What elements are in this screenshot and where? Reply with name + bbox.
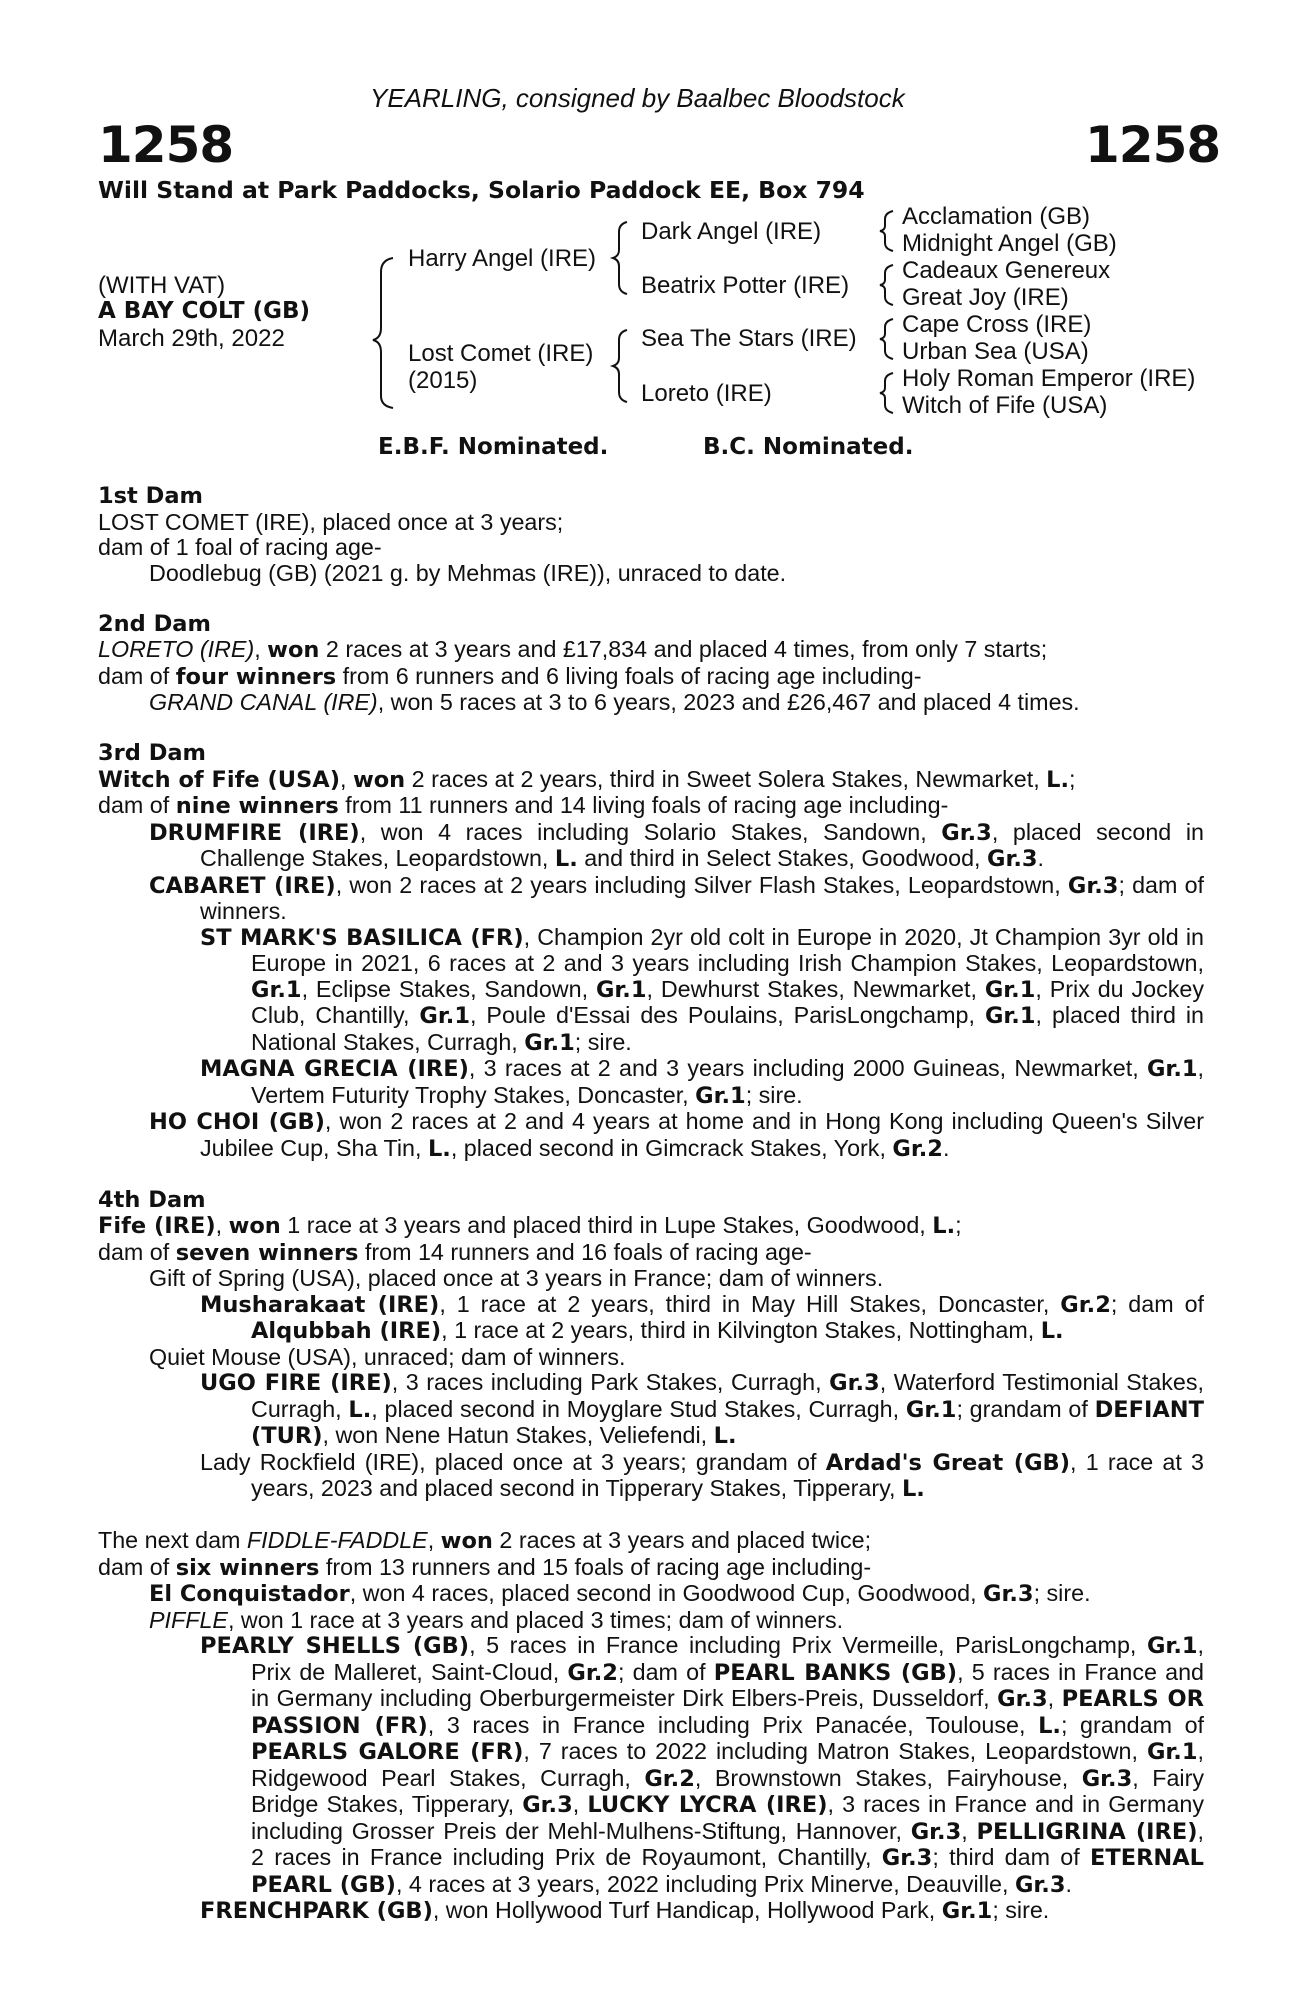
dam-sire: Sea The Stars (IRE) (641, 325, 857, 352)
dam1-produce: dam of 1 foal of racing age- (98, 534, 382, 560)
pedigree-braces (0, 0, 1314, 450)
lot-number-left: 1258 (98, 116, 234, 174)
dam3-line: Witch of Fife (USA), won 2 races at 2 years, third in Sweet Solera Stakes, Newmarket, L.; (98, 765, 1076, 793)
dam4-quiet-mouse: Quiet Mouse (USA), unraced; dam of winners. (149, 1343, 626, 1370)
dam-year: (2015) (408, 367, 478, 394)
ped-sss: Acclamation (GB) (902, 203, 1091, 230)
ped-ssd: Midnight Angel (GB) (902, 230, 1117, 257)
dam2-produce: dam of four winners from 6 runners and 6 living foals of racing age including- (98, 662, 922, 690)
dam3-st-marks-basilica: ST MARK'S BASILICA (FR), Champion 2yr old colt in Europe in 2020, Jt Champion 3yr old in Europe in 2021, 6 races at 2 and 3 years including Irish Champion Stakes, Leopardstown, Gr.1, Eclipse Stakes, Sandown, Gr.1, Dewhurst Stakes, Newmarket, Gr.1, Prix du Jockey Club, Chantilly, Gr.1, Poule d'Essai des Poulains, ParisLongchamp, Gr.1, placed third in National Stakes, Curragh, Gr.1; sire. (200, 923, 1205, 1056)
ped-dds: Holy Roman Emperor (IRE) (902, 365, 1196, 392)
dam3-drumfire: DRUMFIRE (IRE), won 4 races including Solario Stakes, Sandown, Gr.3, placed second in Challenge Stakes, Leopardstown, L. and third in Select Stakes, Goodwood, Gr.3. (149, 818, 1204, 872)
dam3-magna-grecia: MAGNA GRECIA (IRE), 3 races at 2 and 3 years including 2000 Guineas, Newmarket, Gr.1, Vertem Futurity Trophy Stakes, Doncaster, Gr.1; sire. (200, 1055, 1205, 1109)
ped-dsd: Urban Sea (USA) (902, 338, 1089, 365)
ebf-nominated: E.B.F. Nominated. (378, 434, 609, 460)
lot-number-right: 1258 (1085, 116, 1221, 174)
dam4-lady-rockfield: Lady Rockfield (IRE), placed once at 3 years; grandam of Ardad's Great (GB), 1 race at 3 years, 2023 and placed second in Tipperary Stakes, Tipperary, L. (200, 1448, 1204, 1502)
dam3-cabaret: CABARET (IRE), won 2 races at 2 years including Silver Flash Stakes, Leopardstown, Gr.3; dam of winners. (149, 871, 1205, 924)
sire: Harry Angel (IRE) (408, 245, 597, 272)
dam5-produce: dam of six winners from 13 runners and 15 foals of racing age including- (98, 1553, 872, 1581)
dam3-ho-choi: HO CHOI (GB), won 2 races at 2 and 4 years at home and in Hong Kong including Queen's Silver Jubilee Cup, Sha Tin, L., placed second in Gimcrack Stakes, York, Gr.2. (149, 1108, 1204, 1162)
sire-dam: Beatrix Potter (IRE) (641, 272, 850, 299)
consignor-line: YEARLING, consigned by Baalbec Bloodstock (370, 83, 905, 113)
dam5-el-conquistador: El Conquistador, won 4 races, placed second in Goodwood Cup, Goodwood, Gr.3; sire. (149, 1580, 1091, 1607)
dam1-line: LOST COMET (IRE), placed once at 3 years; (98, 508, 564, 535)
foaling-date: March 29th, 2022 (98, 325, 285, 352)
dam: Lost Comet (IRE) (408, 340, 594, 367)
dam3-produce: dam of nine winners from 11 runners and 14 living foals of racing age including- (98, 792, 949, 819)
ped-ddd: Witch of Fife (USA) (902, 392, 1108, 419)
dam4-gift-of-spring: Gift of Spring (USA), placed once at 3 years in France; dam of winners. (149, 1265, 884, 1291)
lot-name: A BAY COLT (GB) (98, 298, 311, 324)
dam5-frenchpark: FRENCHPARK (GB), won Hollywood Turf Handicap, Hollywood Park, Gr.1; sire. (200, 1897, 1050, 1924)
dam2-foal: GRAND CANAL (IRE), won 5 races at 3 to 6 years, 2023 and £26,467 and placed 4 times. (149, 689, 1080, 715)
sire-sire: Dark Angel (IRE) (641, 218, 822, 245)
dam4-line: Fife (IRE), won 1 race at 3 years and placed third in Lupe Stakes, Goodwood, L.; (98, 1212, 962, 1239)
ped-sdd: Great Joy (IRE) (902, 284, 1069, 311)
dam3-heading: 3rd Dam (98, 740, 206, 766)
vat-note: (WITH VAT) (98, 272, 226, 299)
dam5-piffle: PIFFLE, won 1 race at 3 years and placed 3 times; dam of winners. (149, 1606, 844, 1633)
dam2-line: LORETO (IRE), won 2 races at 3 years and £17,834 and placed 4 times, from only 7 starts; (98, 636, 1048, 663)
dam5-line: The next dam FIDDLE-FADDLE, won 2 races at 3 years and placed twice; (98, 1527, 872, 1554)
stand-location: Will Stand at Park Paddocks, Solario Paddock EE, Box 794 (98, 176, 865, 204)
dam4-ugo-fire: UGO FIRE (IRE), 3 races including Park Stakes, Curragh, Gr.3, Waterford Testimonial Stakes, Curragh, L., placed second in Moyglare Stud Stakes, Curragh, Gr.1; grandam of DEFIANT (TUR), won Nene Hatun Stakes, Veliefendi, L. (200, 1369, 1204, 1449)
dam-dam: Loreto (IRE) (641, 380, 772, 407)
dam1-heading: 1st Dam (98, 483, 203, 509)
dam4-produce: dam of seven winners from 14 runners and 16 foals of racing age- (98, 1238, 812, 1266)
bc-nominated: B.C. Nominated. (703, 434, 914, 460)
ped-sds: Cadeaux Genereux (902, 257, 1111, 284)
ped-dss: Cape Cross (IRE) (902, 311, 1092, 338)
dam5-pearly-shells: PEARLY SHELLS (GB), 5 races in France including Prix Vermeille, ParisLongchamp, Gr.1, Prix de Malleret, Saint-Cloud, Gr.2; dam of PEARL BANKS (GB), 5 races in France and in Germany including Oberburgermeister Dirk Elbers-Preis, Dusseldorf, Gr.3, PEARLS OR PASSION (FR), 3 races in France including Prix Panacée, Toulouse, L.; grandam of PEARLS GALORE (FR), 7 races to 2022 including Matron Stakes, Leopardstown, Gr.1, Ridgewood Pearl Stakes, Curragh, Gr.2, Brownstown Stakes, Fairyhouse, Gr.3, Fairy Bridge Stakes, Tipperary, Gr.3, LUCKY LYCRA (IRE), 3 races in France and in Germany including Grosser Preis der Mehl-Mulhens-Stiftung, Hannover, Gr.3, PELLIGRINA (IRE), 2 races in France including Prix de Royaumont, Chantilly, Gr.3; third dam of ETERNAL PEARL (GB), 4 races at 3 years, 2022 including Prix Minerve, Deauville, Gr.3. (200, 1632, 1205, 1898)
dam2-heading: 2nd Dam (98, 610, 211, 637)
dam1-foal: Doodlebug (GB) (2021 g. by Mehmas (IRE)), unraced to date. (149, 559, 787, 586)
dam4-musharakaat: Musharakaat (IRE), 1 race at 2 years, third in May Hill Stakes, Doncaster, Gr.2; dam of Alqubbah (IRE), 1 race at 2 years, third in Kilvington Stakes, Nottingham, L. (200, 1290, 1204, 1344)
dam4-heading: 4th Dam (98, 1186, 206, 1213)
catalogue-text (98, 484, 1204, 1925)
